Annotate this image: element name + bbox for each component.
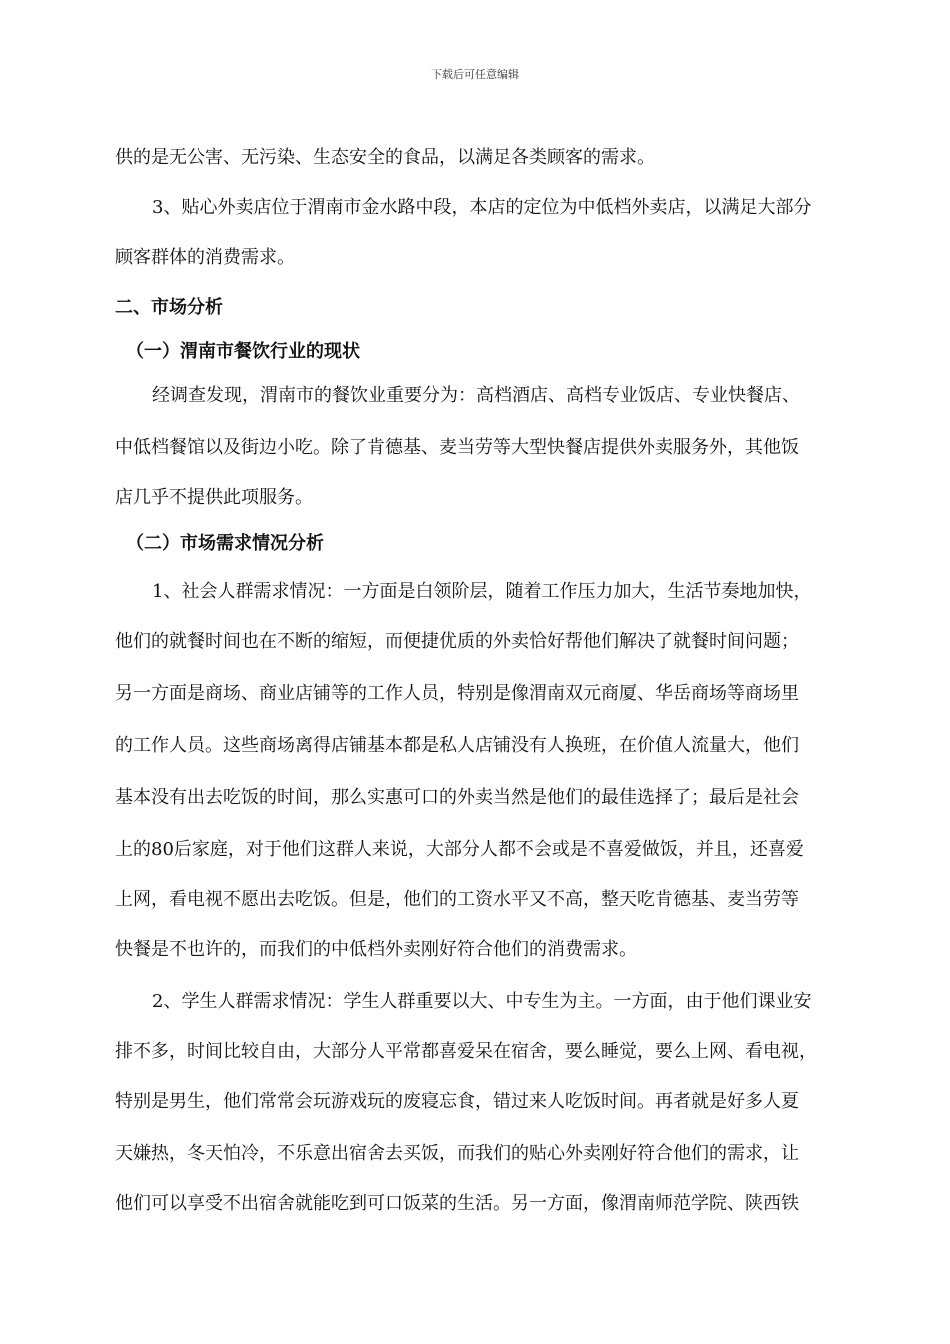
page-header: 下载后可任意编辑 <box>431 68 519 81</box>
